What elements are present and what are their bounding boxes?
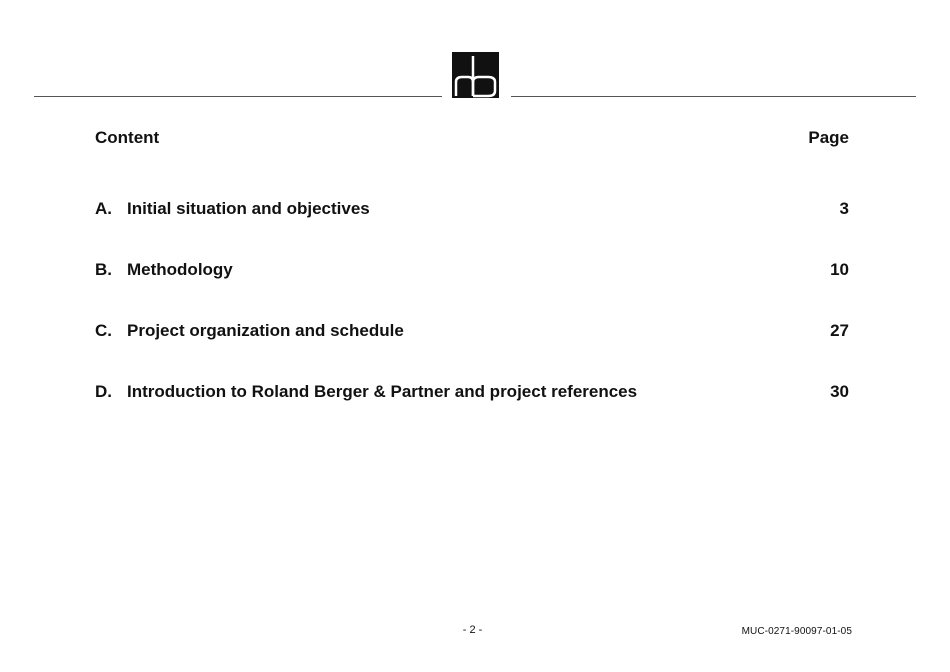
footer-document-id: MUC-0271-90097-01-05 [741,626,852,637]
toc-title: Project organization and schedule [127,321,404,340]
toc-title: Introduction to Roland Berger & Partner and project references [127,382,638,401]
toc-row-c[interactable] [95,321,849,343]
toc-page-number: 3 [839,199,849,218]
header-rule-left [34,96,442,97]
toc-letter: D. [95,382,112,401]
toc-row-a[interactable] [95,199,849,221]
content-heading: Content [95,128,160,147]
rb-logo [452,52,499,98]
toc-page-number: 10 [830,260,849,279]
toc-letter: B. [95,260,112,279]
toc-row-d[interactable] [95,382,849,404]
toc-page-number: 27 [830,321,849,340]
toc-letter: A. [95,199,112,218]
footer-page-number: - 2 - [462,624,483,636]
toc-title: Initial situation and objectives [127,199,370,218]
header-rule-right [511,96,916,97]
toc-page-number: 30 [830,382,849,401]
toc-title: Methodology [127,260,233,279]
toc-row-b[interactable] [95,260,849,282]
toc-letter: C. [95,321,112,340]
page-heading: Page [808,128,849,147]
